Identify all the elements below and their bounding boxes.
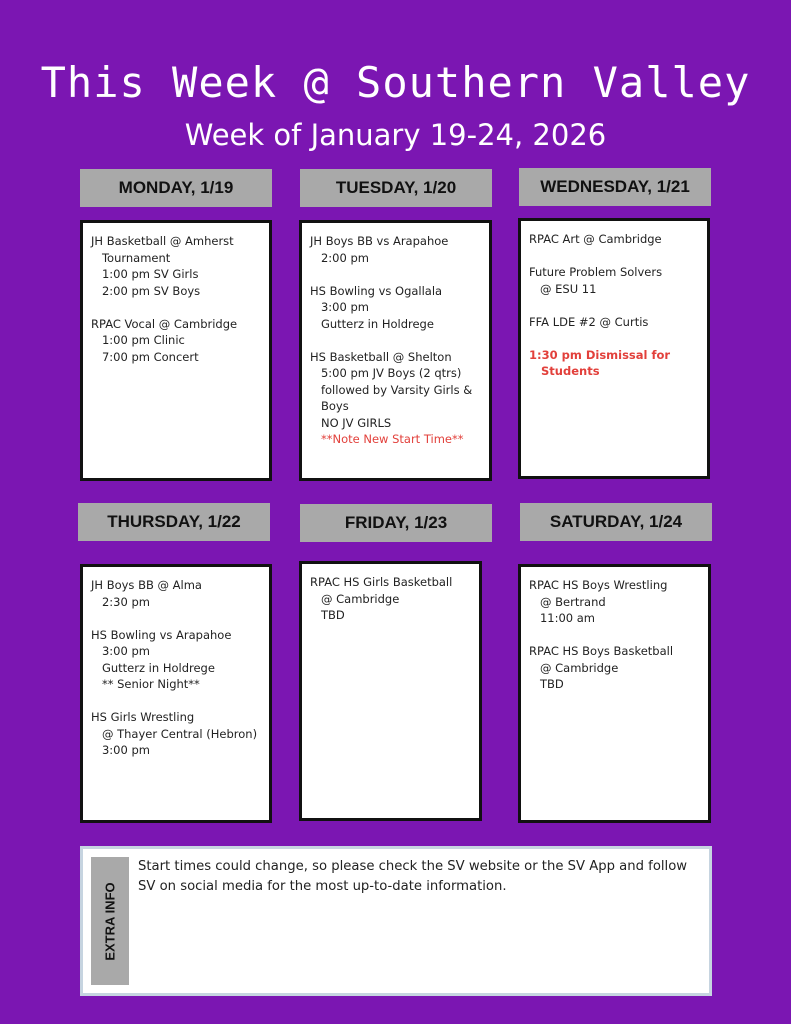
event-line: RPAC HS Girls Basketball — [310, 575, 453, 589]
event-line: @ Bertrand — [529, 594, 606, 609]
day-header-monday: MONDAY, 1/19 — [80, 169, 272, 207]
event-line: 2:00 pm SV Boys — [91, 283, 201, 298]
day-header-thursday: THURSDAY, 1/22 — [78, 503, 270, 541]
event-line: Future Problem Solvers — [529, 265, 663, 279]
spacer-line — [310, 332, 489, 349]
event-line: JH Boys BB vs Arapahoe — [310, 234, 449, 248]
spacer-line — [529, 297, 707, 314]
event-line: ** Senior Night** — [91, 677, 200, 691]
day-header-saturday: SATURDAY, 1/24 — [520, 503, 712, 541]
event-line: Gutterz in Holdrege — [310, 316, 434, 331]
event-line: 3:00 pm — [310, 300, 369, 314]
event-line: FFA LDE #2 @ Curtis — [529, 314, 649, 329]
spacer-line — [529, 330, 707, 347]
event-line: @ ESU 11 — [529, 281, 597, 296]
extra-info-label-tab — [91, 857, 129, 985]
event-line: Boys — [310, 399, 349, 413]
event-line: TBD — [529, 677, 564, 691]
event-line: @ Thayer Central (Hebron) — [91, 726, 258, 741]
event-line: Tournament — [91, 250, 171, 265]
event-line: HS Bowling vs Arapahoe — [91, 627, 232, 642]
week-subtitle: Week of January 19-24, 2026 — [184, 118, 607, 152]
event-line: HS Girls Wrestling — [91, 710, 195, 724]
event-line: 2:00 pm — [310, 250, 369, 265]
event-line: NO JV GIRLS — [310, 415, 392, 430]
extra-info-text: Start times could change, so please check the SV website or the SV App and follow SV on social media for the most up-to-date information. — [138, 859, 688, 894]
day-header-friday: FRIDAY, 1/23 — [300, 504, 492, 542]
spacer-line — [529, 248, 707, 265]
event-line: 7:00 pm Concert — [91, 349, 199, 364]
event-line: 1:00 pm Clinic — [91, 333, 185, 347]
event-line: Gutterz in Holdrege — [91, 660, 215, 675]
event-line: JH Basketball @ Amherst — [91, 234, 234, 248]
day-box-tuesday — [299, 220, 492, 481]
day-box-monday — [80, 220, 272, 481]
event-line: RPAC HS Boys Basketball — [529, 644, 674, 658]
event-line: followed by Varsity Girls & — [310, 382, 473, 397]
event-line: RPAC Vocal @ Cambridge — [91, 316, 238, 331]
event-line: 2:30 pm — [91, 594, 150, 609]
event-line: TBD — [310, 608, 345, 622]
extra-info-panel — [80, 846, 712, 996]
spacer-line — [529, 627, 708, 644]
day-header-tuesday: TUESDAY, 1/20 — [300, 169, 492, 207]
event-line: 11:00 am — [529, 611, 596, 625]
event-line: @ Cambridge — [310, 591, 400, 606]
event-line: @ Cambridge — [529, 660, 619, 675]
event-line: Students — [529, 364, 600, 378]
event-line: 1:00 pm SV Girls — [91, 267, 199, 281]
event-line: 3:00 pm — [91, 644, 150, 658]
event-line: RPAC HS Boys Wrestling — [529, 578, 668, 592]
event-line: 1:30 pm Dismissal for — [529, 347, 671, 362]
event-line: **Note New Start Time** — [310, 432, 464, 446]
spacer-line — [91, 299, 269, 316]
event-line: 3:00 pm — [91, 743, 150, 757]
event-line: RPAC Art @ Cambridge — [529, 232, 662, 246]
event-line: HS Basketball @ Shelton — [310, 349, 452, 364]
page-title: This Week @ Southern Valley — [40, 58, 751, 107]
day-box-saturday — [518, 564, 711, 823]
extra-info-label: EXTRA INFO — [102, 881, 118, 961]
event-line: JH Boys BB @ Alma — [91, 578, 202, 592]
day-box-thursday — [80, 564, 272, 823]
event-line: 5:00 pm JV Boys (2 qtrs) — [310, 366, 462, 380]
day-box-wednesday — [518, 218, 710, 479]
event-line: HS Bowling vs Ogallala — [310, 283, 443, 298]
spacer-line — [310, 266, 489, 283]
day-box-friday — [299, 561, 482, 821]
spacer-line — [91, 610, 269, 627]
spacer-line — [91, 693, 269, 710]
day-header-wednesday: WEDNESDAY, 1/21 — [519, 168, 711, 206]
